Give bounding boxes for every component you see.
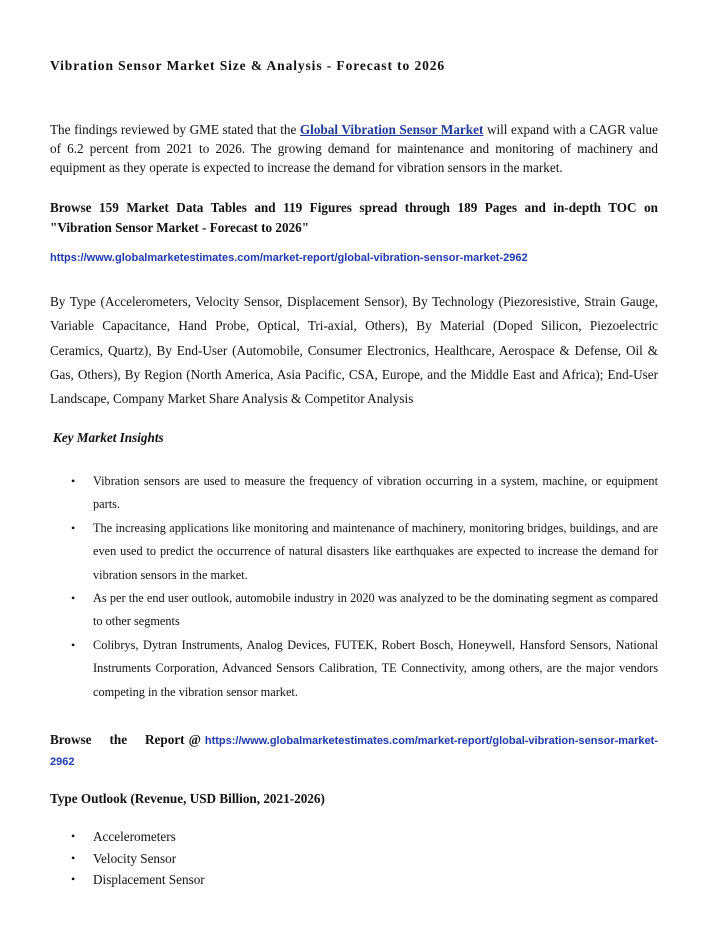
list-item-text: Velocity Sensor	[93, 850, 177, 866]
browse-toc-paragraph: Browse 159 Market Data Tables and 119 Figures spread through 189 Pages and in-depth TOC on "Vibration Sensor Market - Forecast to 2026"	[50, 200, 658, 235]
list-item	[50, 869, 205, 891]
list-item-text: Displacement Sensor	[93, 872, 205, 887]
key-insights-list	[50, 470, 658, 704]
list-item	[50, 634, 658, 704]
browse-report-url-link[interactable]: https://www.globalmarketestimates.com/market-report/global-vibration-sensor-market-2962	[50, 735, 658, 768]
bullet-icon: •	[71, 872, 76, 886]
list-item	[50, 587, 658, 634]
list-item	[50, 517, 658, 587]
document-title: Vibration Sensor Market Size & Analysis - Forecast to 2026	[50, 58, 446, 73]
browse-report-paragraph	[50, 730, 658, 772]
bullet-icon: •	[71, 520, 76, 535]
type-outlook-heading: Type Outlook (Revenue, USD Billion, 2021-2026)	[50, 791, 325, 806]
browse-report-label: Browse the Report	[50, 732, 185, 747]
key-market-insights-heading: Key Market Insights	[53, 430, 164, 445]
segmentation-paragraph: By Type (Accelerometers, Velocity Sensor, Displacement Sensor), By Technology (Piezoresistive, Strain Gauge, Variable Capacitance, Hand Probe, Optical, Tri-axial, Others), By Material (Doped Silicon, Piezoelectric Ceramics, Quartz), By End-User (Automobile, Consumer Electronics, Healthcare, Aerospace & Defense, Oil & Gas, Others), By Region (North America, Asia Pacific, CSA, Europe, and the Middle East and Africa); End-User Landscape, Company Market Share Analysis & Competitor Analysis	[50, 294, 658, 407]
intro-text-before: The findings reviewed by GME stated that the	[50, 122, 300, 137]
at-sign: @	[188, 732, 201, 747]
type-outlook-list	[50, 826, 205, 891]
list-item-text: The increasing applications like monitoring and maintenance of machinery, monitoring bridges, buildings, and are even used to predict the occurrence of natural disasters like earthquakes are expected to increase the demand for vibration sensors in the market.	[93, 520, 658, 582]
bullet-icon: •	[71, 850, 76, 865]
list-item	[50, 848, 205, 870]
list-item-text: Accelerometers	[93, 829, 176, 844]
list-item-text: Colibrys, Dytran Instruments, Analog Devices, FUTEK, Robert Bosch, Honeywell, Hansford Sensors, National Instruments Corporation, Advanced Sensors Calibration, TE Connectivity, among others, are the major vendors competing in the vibration sensor market.	[93, 637, 658, 699]
list-item-text: Vibration sensors are used to measure the frequency of vibration occurring in a system, machine, or equipment parts.	[93, 474, 658, 512]
list-item	[50, 470, 658, 517]
bullet-icon: •	[71, 591, 76, 606]
global-vibration-sensor-market-link[interactable]: Global Vibration Sensor Market	[299, 122, 484, 137]
list-item-text: As per the end user outlook, automobile industry in 2020 was analyzed to be the dominating segment as compared to other segments	[93, 591, 658, 629]
intro-paragraph	[50, 120, 658, 177]
bullet-icon: •	[71, 829, 76, 843]
list-item	[50, 826, 205, 848]
bullet-icon: •	[71, 637, 76, 652]
intro-text-after: will expand with a CAGR value of 6.2 percent from 2021 to 2026. The growing demand for maintenance and monitoring of machinery and equipment as they operate is expected to increase the demand for vibration sensors in the market.	[50, 122, 658, 175]
bullet-icon: •	[71, 474, 76, 488]
report-url-link[interactable]: https://www.globalmarketestimates.com/market-report/global-vibration-sensor-market-2962	[50, 252, 528, 264]
